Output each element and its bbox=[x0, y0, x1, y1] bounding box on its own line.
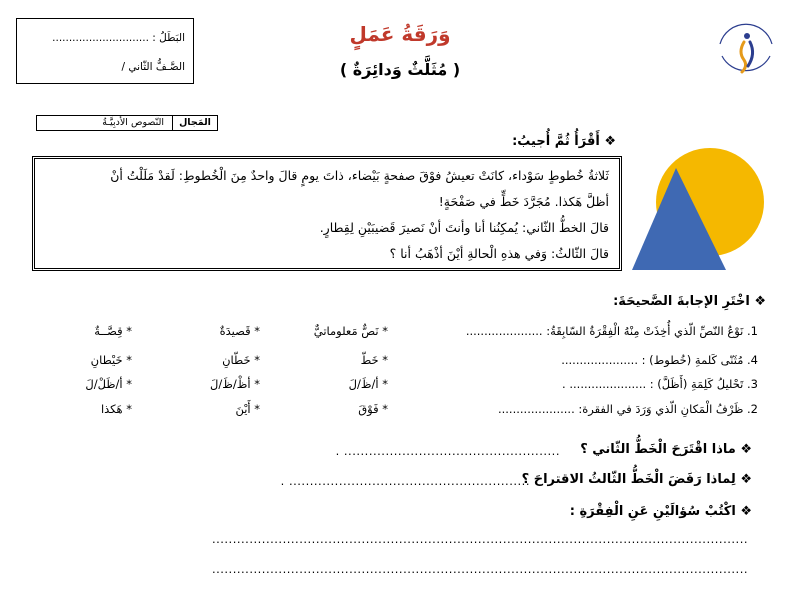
option[interactable]: * نَصٌّ مَعلوماتيٌّ bbox=[313, 324, 388, 338]
passage-line: أظلَّ هَكذا. مُجَرَّدَ خَطٍّ في صَفْحَةٍ! bbox=[438, 194, 609, 209]
field-box bbox=[36, 115, 218, 131]
reading-instruction: ❖ أَقْرَأُ ثُمَّ أُجيبُ: bbox=[512, 134, 616, 149]
question-number: 4. bbox=[747, 353, 758, 367]
question-row bbox=[498, 402, 758, 416]
question-number: 1. bbox=[747, 324, 758, 338]
choose-instruction: ❖ اخْتَرِ الإجابةَ الصَّحيحَةَ: bbox=[613, 294, 766, 309]
answer-line[interactable]: .................................................... . bbox=[335, 444, 560, 458]
reading-passage bbox=[32, 156, 622, 271]
worksheet-subtitle: ( مُثَلَّثٌ وَدائِرَةٌ ) bbox=[339, 60, 461, 79]
worksheet-title: وَرَقَةُ عَمَلٍ bbox=[349, 22, 451, 46]
answer-line[interactable]: .......................................................... . bbox=[280, 474, 530, 488]
option[interactable]: * أ/ظَ/لَ bbox=[348, 377, 388, 391]
open-question: ❖ ماذا اقْتَرَحَ الْخَطُّ الثّاني ؟ bbox=[580, 442, 752, 457]
open-question: ❖ اكْتُبْ سُؤالَيْنِ عَنِ الْفِقْرَةِ : bbox=[569, 504, 752, 519]
question-text: مُثَنّى كَلمةِ (خُطوط) : ..................... bbox=[561, 353, 744, 367]
question-text: نَوْعُ النّصِّ الّذي أُخِذَتْ مِنْهُ الْفِقْرَةُ السّابِقَةُ: ..................... bbox=[465, 324, 744, 338]
option[interactable]: * أَيْنَ bbox=[235, 402, 260, 416]
question-row bbox=[466, 324, 758, 338]
question-row bbox=[561, 353, 758, 367]
option[interactable]: * خَطّ bbox=[360, 353, 388, 367]
open-question: ❖ لِماذا رَفَضَ الْخَطُّ الثّالثُ الاقتراحَ ؟ bbox=[521, 472, 752, 487]
student-name-field[interactable]: البَطَلُ : ............................. bbox=[52, 32, 185, 44]
option[interactable]: * قَصيدَةٌ bbox=[219, 324, 260, 338]
passage-line: قالَ الخطُّ الثّاني: يُمكِنُنا أنا وأنتَ أنْ نَصيرَ قَضيبَيْنِ لِقِطارٍ. bbox=[319, 220, 609, 235]
option[interactable]: * خَطّانِ bbox=[222, 353, 260, 367]
option[interactable]: * هَكذا bbox=[100, 402, 132, 416]
option[interactable]: * أظْ/ظَ/لَ bbox=[210, 377, 260, 391]
field-value: النّصوص الأدبِيَّـةُ bbox=[102, 117, 164, 128]
question-row bbox=[562, 377, 758, 391]
question-text: تَحْليلُ كَلِمَةِ (أَظَلَّ) : ..................... . bbox=[562, 377, 744, 391]
student-info-box bbox=[16, 18, 194, 84]
option[interactable]: * فَوْقَ bbox=[358, 402, 388, 416]
answer-line[interactable]: ................................................................................................................................. bbox=[211, 562, 748, 576]
passage-line: ثَلاثةُ خُطوطٍ سَوْداء، كانَتْ تعيشُ فوْقَ صفحةٍ بَيْضاء، ذاتَ يومٍ قالَ واحدٌ مِنَ الْخُطوطِ: لَقدْ مَلَلْتُ أنْ bbox=[110, 168, 609, 183]
question-text: ظَرْفُ الْمَكانِ الّذي وَرَدَ في الفقرة: ..................... bbox=[497, 402, 744, 416]
option[interactable]: * خَيْطانِ bbox=[90, 353, 132, 367]
question-number: 2. bbox=[747, 402, 758, 416]
class-field[interactable]: الصَّـفُّ الثّاني / bbox=[121, 61, 185, 73]
school-logo bbox=[712, 14, 780, 82]
school-logo-icon bbox=[712, 14, 780, 82]
answer-line[interactable]: ................................................................................................................................. bbox=[211, 532, 748, 546]
question-number: 3. bbox=[747, 377, 758, 391]
triangle-circle-illustration bbox=[628, 146, 764, 276]
option[interactable]: * أ/ظَلْ/لَ bbox=[85, 377, 132, 391]
option[interactable]: * قِصَّــةٌ bbox=[94, 324, 132, 338]
field-label: المَجال bbox=[172, 116, 217, 130]
passage-line: قالَ الثّالثُ: وَفي هذهِ الْحالةِ أيْنَ أذْهَبُ أنا ؟ bbox=[389, 246, 609, 261]
